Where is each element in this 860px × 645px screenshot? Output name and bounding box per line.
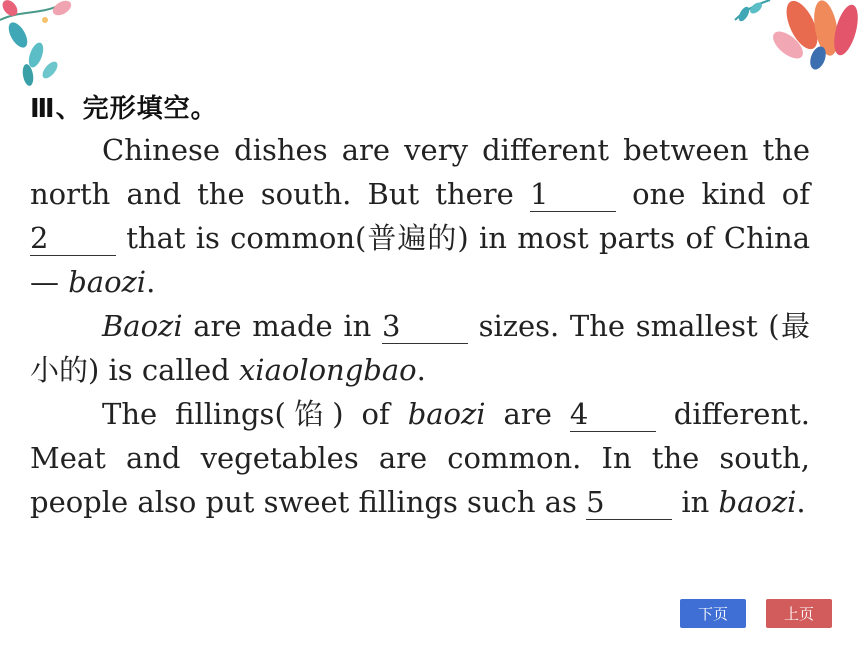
italic-term: baozi (68, 265, 147, 299)
blank-1: 1 (530, 177, 616, 212)
blank-2: 2 (30, 221, 116, 256)
section-heading: Ⅲ、完形填空。 (30, 94, 218, 124)
text: . (416, 353, 426, 387)
italic-term: baozi (718, 485, 797, 519)
paragraph-2 (30, 304, 810, 392)
paragraph-1 (30, 128, 810, 304)
text: . (796, 485, 806, 519)
text: Chinese dishes are very different between the north and the south. But there (30, 133, 810, 211)
next-page-button[interactable]: 下页 (680, 599, 746, 628)
text: in (672, 485, 719, 519)
blank-5: 5 (586, 485, 672, 520)
blank-3: 3 (382, 309, 468, 344)
text: that is common(普遍的) in most parts of China — (30, 221, 810, 299)
blank-4: 4 (570, 397, 656, 432)
text: are made in (182, 309, 382, 343)
text: The fillings(馅) of (102, 397, 408, 431)
cloze-passage (30, 128, 810, 524)
text: . (146, 265, 156, 299)
text: different. Meat and vegetables are common. In the south, people also put sweet fillings such as (30, 397, 810, 519)
leaf-decoration-icon (0, 0, 90, 95)
italic-term: xiaolongbao (238, 353, 417, 387)
leaf-decoration-icon (730, 0, 860, 75)
previous-page-button[interactable]: 上页 (766, 599, 832, 628)
text: one kind of (615, 177, 810, 211)
text: are (485, 397, 570, 431)
paragraph-3 (30, 392, 810, 524)
text: sizes. The smallest (最小的) is called (30, 309, 810, 387)
italic-term: Baozi (102, 309, 183, 343)
italic-term: baozi (407, 397, 486, 431)
